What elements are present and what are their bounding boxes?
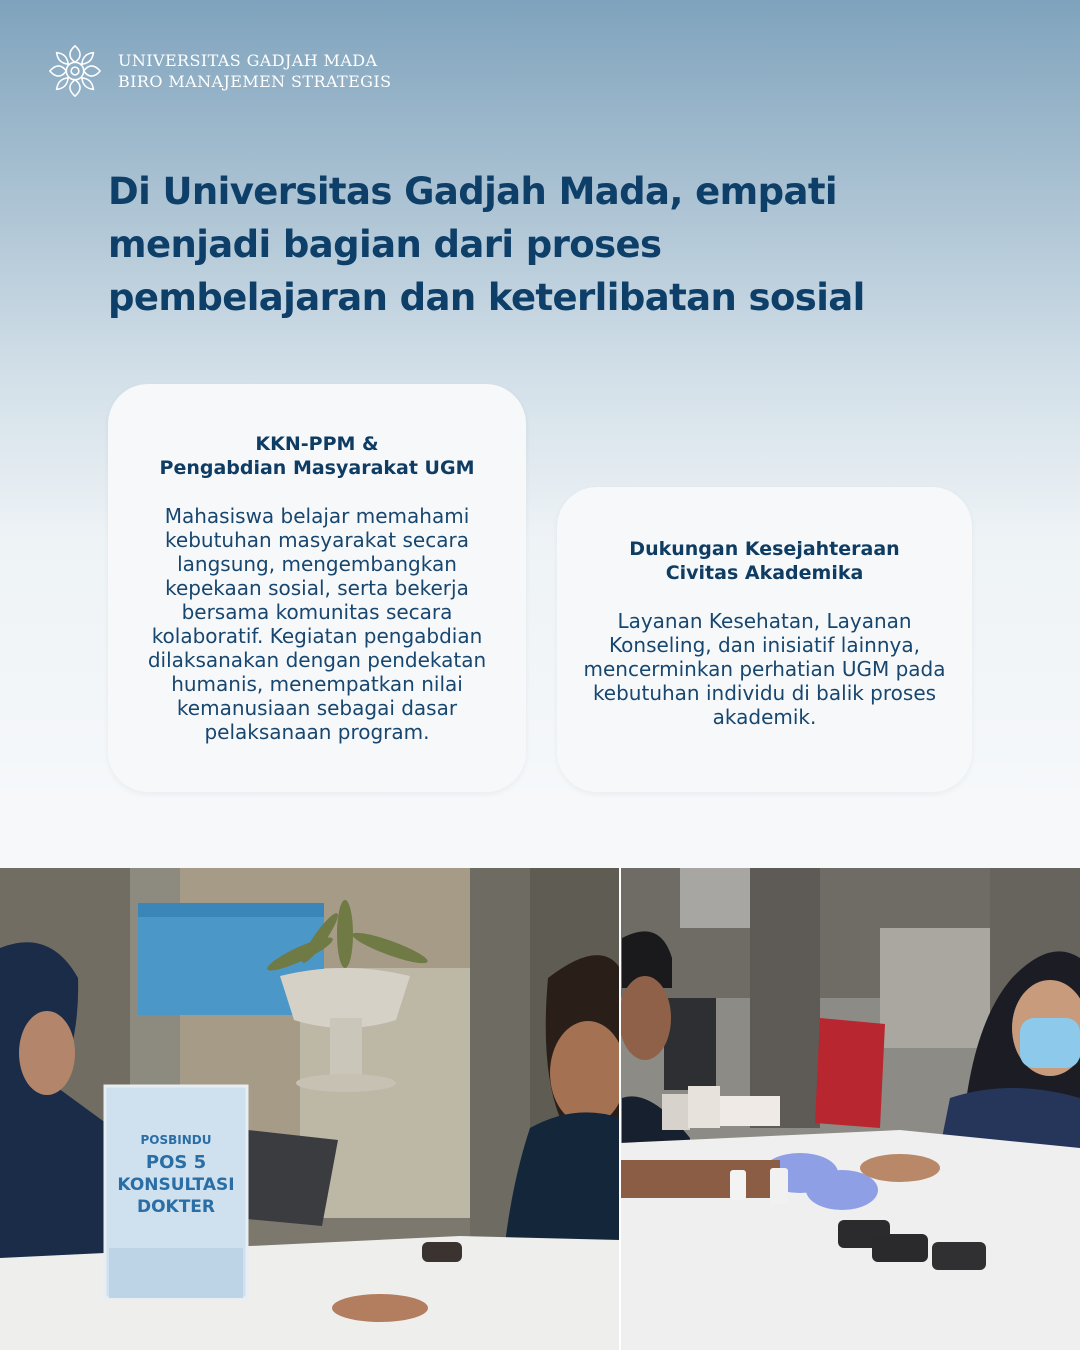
institution-name	[118, 50, 391, 92]
ugm-seal-icon	[46, 42, 104, 100]
photo-left	[0, 868, 626, 1350]
photo-right	[619, 868, 1080, 1350]
sign-text-dokter: DOKTER	[136, 1197, 216, 1217]
institution-line2: BIRO MANAJEMEN STRATEGIS	[118, 72, 392, 91]
card-title	[128, 432, 506, 480]
header	[46, 42, 391, 100]
page-title	[108, 165, 988, 324]
card-body: Layanan Kesehatan, Layanan Konseling, dan inisiatif lainnya, mencerminkan perhatian UGM pada kebutuhan individu di balik proses akademik.	[583, 609, 946, 729]
sign-text-pos5: POS 5	[145, 1152, 207, 1173]
card-title-line2: Pengabdian Masyarakat UGM	[159, 457, 475, 479]
card-body: Mahasiswa belajar memahami kebutuhan masyarakat secara langsung, mengembangkan kepekaan sosial, serta bekerja bersama komunitas secara kolaboratif. Kegiatan pengabdian dilaksanakan dengan pendekatan humanis, menempatkan nilai kemanusiaan sebagai dasar pelaksanaan program.	[147, 504, 487, 744]
title-line2: menjadi bagian dari proses	[108, 223, 662, 266]
card-kesejahteraan	[557, 487, 972, 792]
card-title-line2: Civitas Akademika	[665, 562, 864, 584]
institution-line1: UNIVERSITAS GADJAH MADA	[118, 51, 378, 70]
card-kkn-ppm	[108, 384, 526, 792]
card-title	[577, 537, 952, 585]
photo-collage	[0, 868, 1080, 1350]
title-line1: Di Universitas Gadjah Mada, empati	[108, 170, 838, 213]
card-title-line1: Dukungan Kesejahteraan	[629, 538, 900, 560]
card-title-line1: KKN-PPM &	[255, 433, 379, 455]
sign-text-posbindu: POSBINDU	[140, 1133, 212, 1147]
photo-health-service	[0, 868, 1080, 1350]
sign-text-konsultasi: KONSULTASI	[117, 1175, 235, 1195]
title-line3: pembelajaran dan keterlibatan sosial	[108, 276, 865, 319]
